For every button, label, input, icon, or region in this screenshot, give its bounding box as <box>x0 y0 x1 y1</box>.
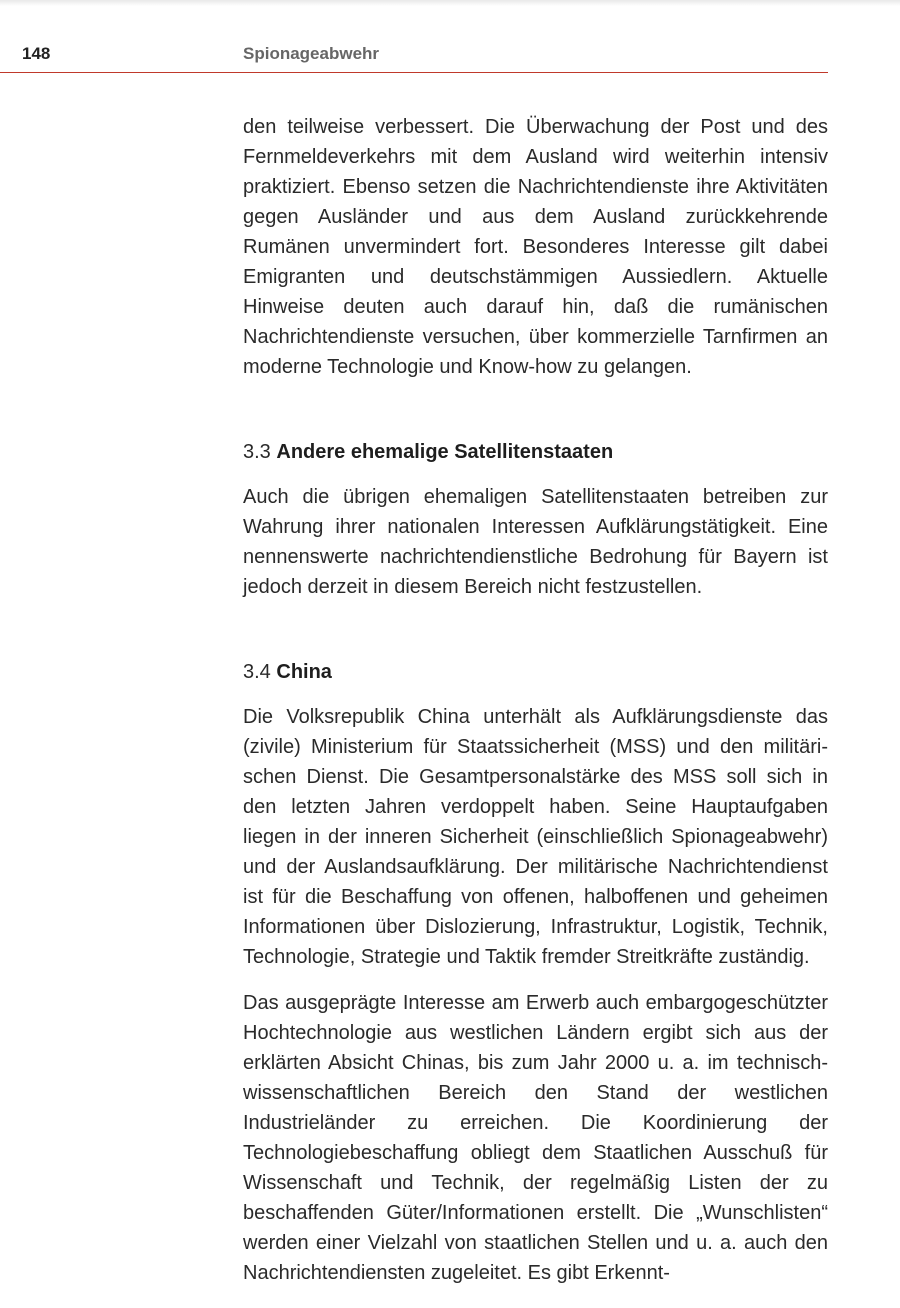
section-number: 3.4 <box>243 661 271 683</box>
running-head: Spionageabwehr <box>243 44 380 63</box>
page-top-shadow <box>0 0 900 6</box>
section-heading-3-3 <box>243 438 828 466</box>
section-3-4-paragraph-1: Die Volksrepublik China unterhält als Aufklärungsdienste das (zivile) Ministerium für Staatssicherheit (MSS) und den militärischen Dienst. Die Gesamtpersonalstärke des MSS soll sich in den letzten Jahren verdoppelt haben. Seine Hauptaufgaben liegen in der inneren Sicherheit (einschließlich Spionageabwehr) und der Auslandsaufklärung. Der militärische Nachrichtendienst ist für die Beschaffung von offenen, halboffenen und geheimen Informationen über Dislozierung, Infrastruktur, Logistik, Technik, Technologie, Strategie und Taktik fremder Streitkräfte zuständig. <box>243 706 828 968</box>
page-number: 148 <box>22 44 51 63</box>
section-number: 3.3 <box>243 441 271 463</box>
section-3-4-paragraph-2: Das ausgeprägte Interesse am Erwerb auch embargogeschützter Hochtechnologie aus westlichen Ländern ergibt sich aus der erklärten Absicht Chinas, bis zum Jahr 2000 u. a. im technisch-wissenschaftlichen Bereich den Stand der westlichen Industrieländer zu erreichen. Die Koordinierung der Technologiebeschaffung obliegt dem Staatlichen Ausschuß für Wissenschaft und Technik, der regelmäßig Listen der zu beschaffenden Güter/Informationen erstellt. Die „Wunschlisten“ werden einer Vielzahl von staatlichen Stellen und u. a. auch den Nachrichtendiensten zugeleitet. Es gibt Erkennt- <box>243 992 828 1284</box>
section-title: China <box>276 661 332 683</box>
section-heading-3-4 <box>243 658 828 686</box>
section-3-3-paragraph: Auch die übrigen ehemaligen Satellitenstaaten betreiben zur Wahrung ihrer nationalen Interessen Aufklärungstätigkeit. Eine nennenswerte nachrichtendienstliche Bedrohung für Bayern ist jedoch derzeit in diesem Bereich nicht festzustellen. <box>243 486 828 598</box>
header-rule <box>0 72 828 73</box>
section-title: Andere ehemalige Satellitenstaaten <box>276 441 614 463</box>
page-body <box>243 112 828 1288</box>
intro-paragraph: den teilweise verbessert. Die Überwachung der Post und des Fernmeldeverkehrs mit dem Ausland wird weiterhin intensiv praktiziert. Ebenso setzen die Nachrichtendienste ihre Aktivitäten gegen Ausländer und aus dem Ausland zurückkehrende Rumänen unvermindert fort. Besonderes Interesse gilt dabei Emigranten und deutschstämmigen Aussiedlern. Aktuelle Hinweise deuten auch darauf hin, daß die rumänischen Nachrichtendienste versuchen, über kommerzielle Tarnfirmen an moderne Technologie und Know-how zu gelangen. <box>243 116 828 378</box>
